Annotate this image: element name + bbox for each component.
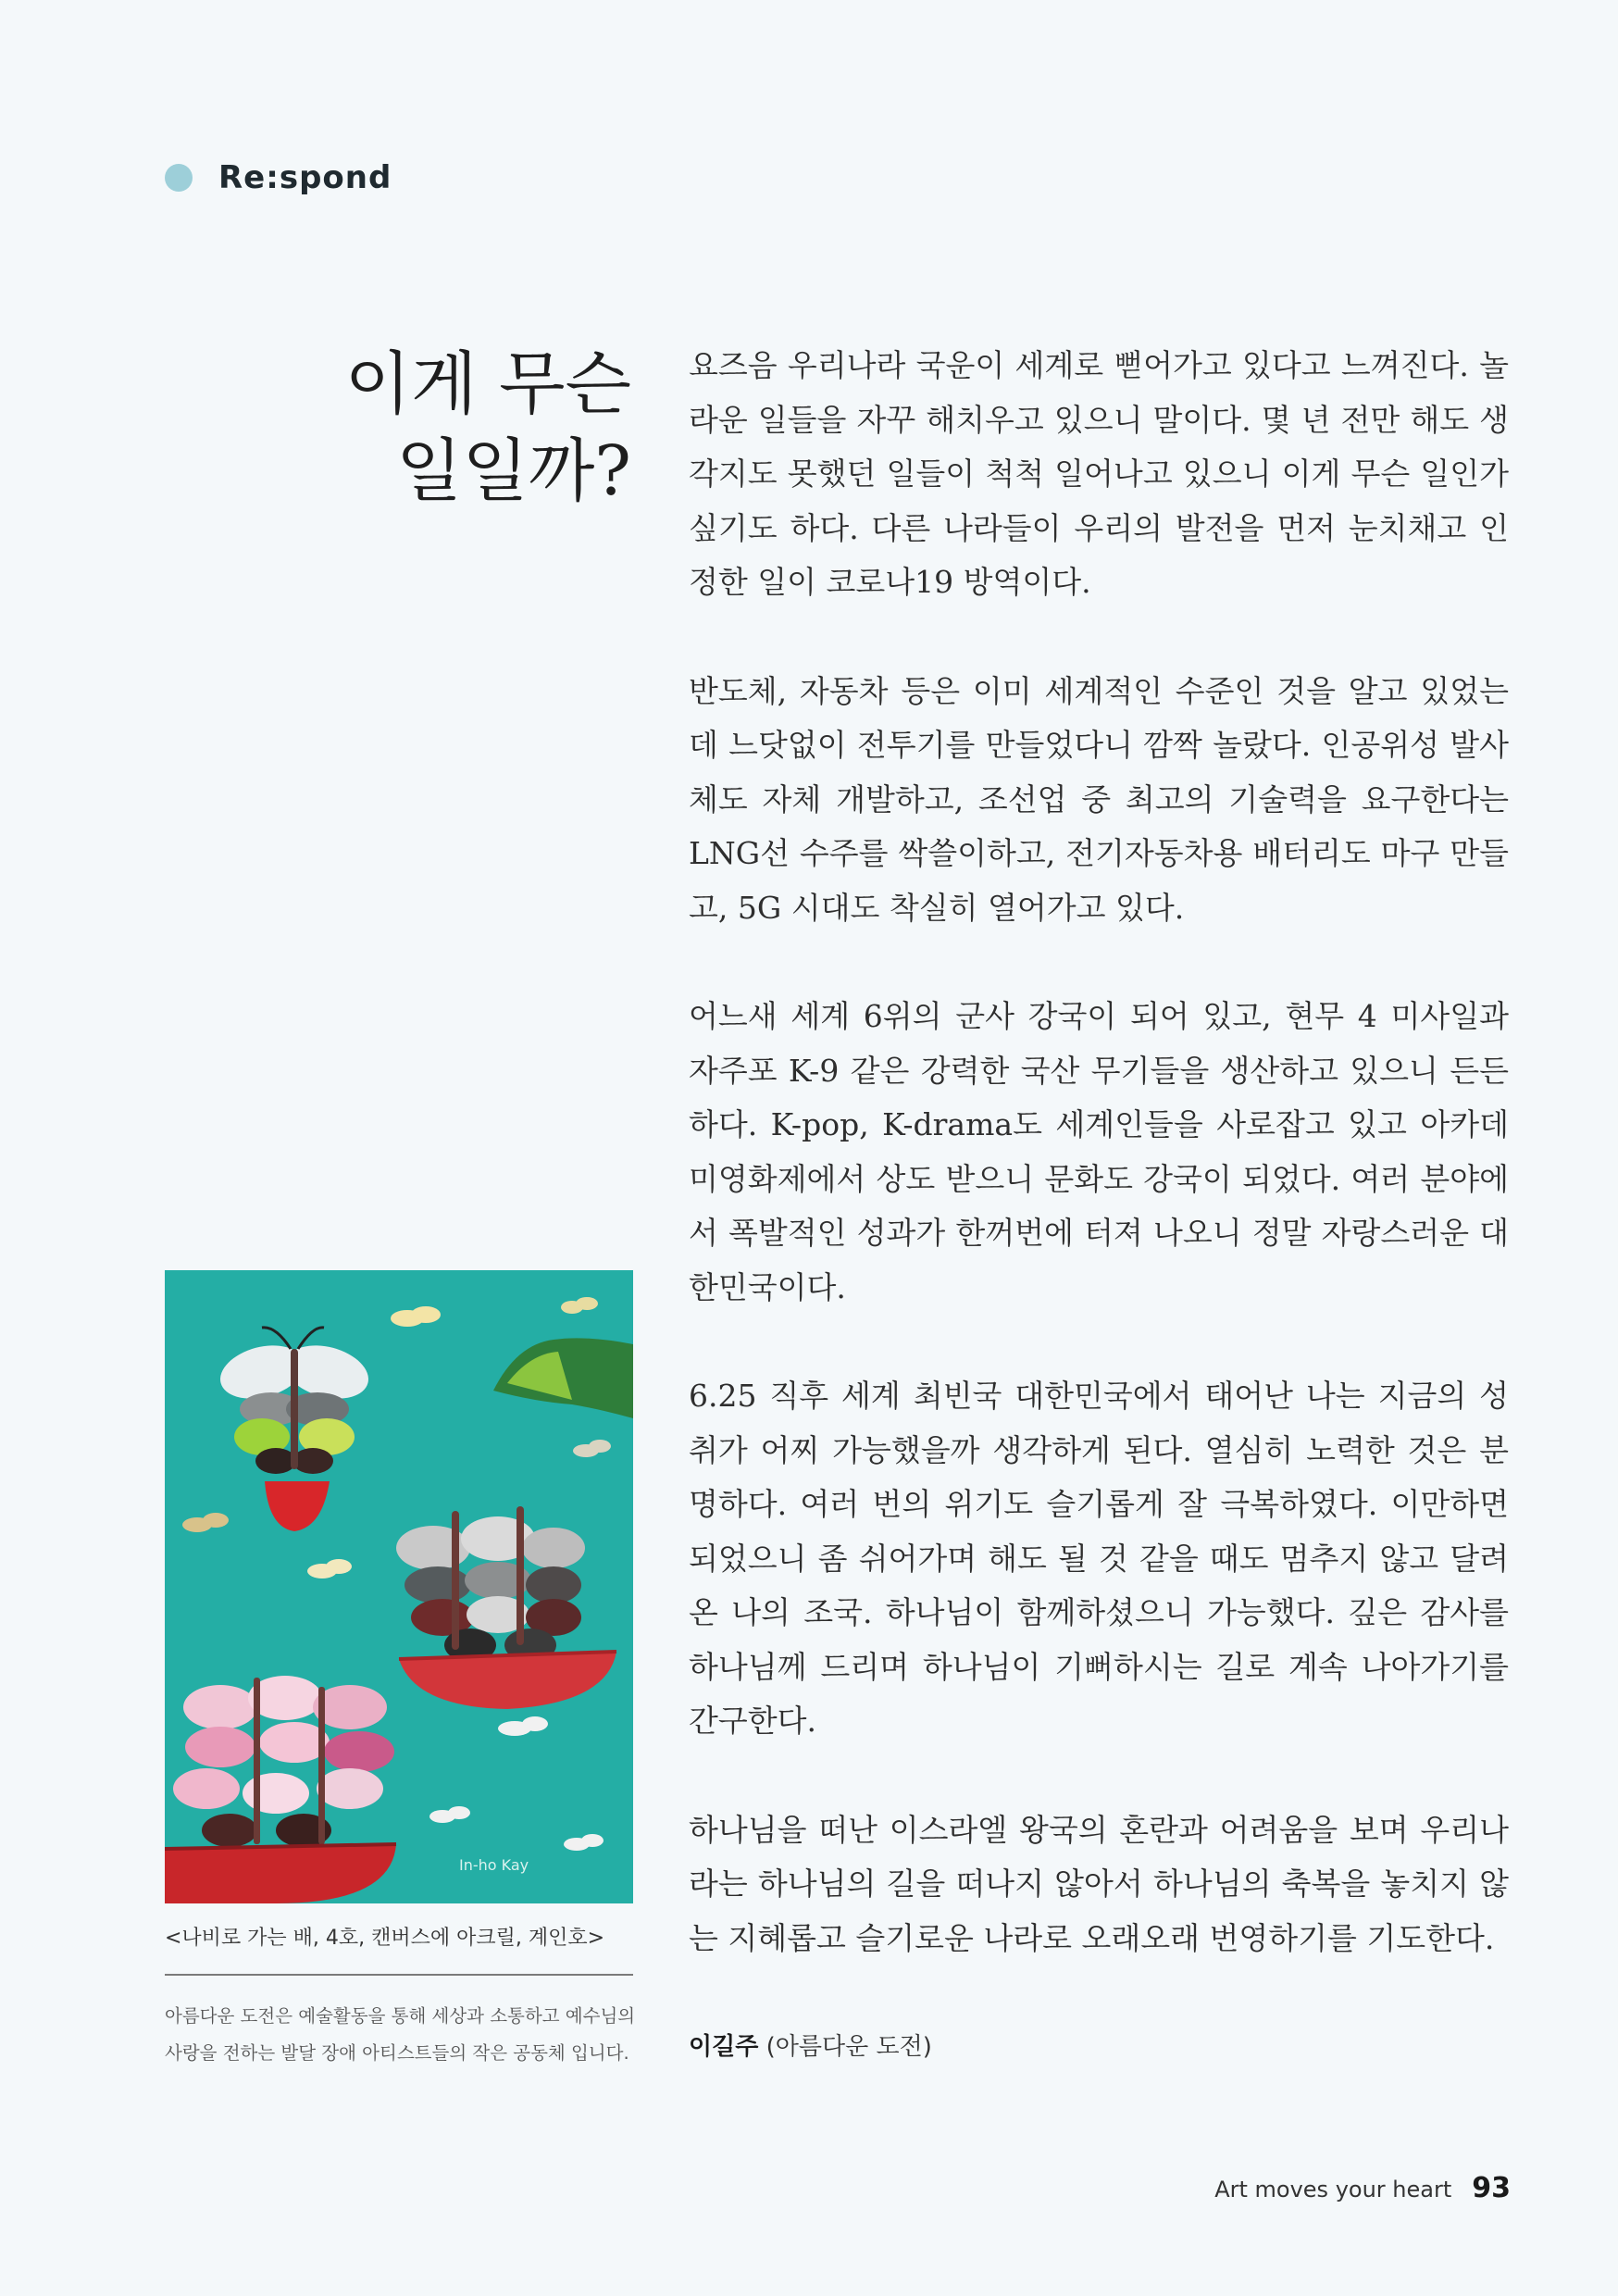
community-description: [165, 1998, 646, 2072]
headline-line-1: 이게 무슨: [344, 344, 631, 424]
description-line-2: 사랑을 전하는 발달 장애 아티스트들의 작은 공동체 입니다.: [165, 2042, 629, 2064]
section-label: Re:spond: [218, 159, 392, 196]
headline-line-2: 일일까?: [395, 431, 631, 511]
body-paragraph: 6.25 직후 세계 최빈국 대한민국에서 태어난 나는 지금의 성취가 어찌 가능했을까 생각하게 된다. 열심히 노력한 것은 분명하다. 여러 번의 위기도 슬기롭게 잘 극복하였다. 이만하면 되었으니 좀 쉬어가며 해도 될 것 같을 때도 멈추지 않고 달려온 나의 조국. 하나님이 함께하셨으니 가능했다. 깊은 감사를 하나님께 드리며 하나님이 기뻐하시는 길로 계속 나아가기를 간구한다.: [689, 1378, 1509, 1739]
artwork-signature: In-ho Kay: [459, 1856, 529, 1874]
section-dot-icon: [165, 164, 193, 192]
artwork-painting: [165, 1270, 633, 1903]
article-body: [689, 339, 1509, 2020]
author-affiliation: (아름다운 도전): [758, 2033, 932, 2061]
artwork-caption: <나비로 가는 배, 4호, 캔버스에 아크릴, 계인호>: [165, 1927, 605, 1950]
page-footer: [1214, 2172, 1511, 2204]
caption-divider: [165, 1974, 633, 1976]
description-line-1: 아름다운 도전은 예술활동을 통해 세상과 소통하고 예수님의: [165, 2005, 636, 2027]
body-paragraph: 반도체, 자동차 등은 이미 세계적인 수준인 것을 알고 있었는데 느닷없이 전투기를 만들었다니 깜짝 놀랐다. 인공위성 발사체도 자체 개발하고, 조선업 중 최고의 기술력을 요구한다는 LNG선 수주를 싹쓸이하고, 전기자동차용 배터리도 마구 만들고, 5G 시대도 착실히 열어가고 있다.: [689, 672, 1509, 926]
headline: [243, 341, 631, 515]
body-paragraph: 요즈음 우리나라 국운이 세계로 뻗어가고 있다고 느껴진다. 놀라운 일들을 자꾸 해치우고 있으니 말이다. 몇 년 전만 해도 생각지도 못했던 일들이 척척 일어나고 있으니 이게 무슨 일인가 싶기도 하다. 다른 나라들이 우리의 발전을 먼저 눈치채고 인정한 일이 코로나19 방역이다.: [689, 347, 1509, 600]
author-byline: [689, 2028, 932, 2062]
page-number: 93: [1472, 2172, 1511, 2204]
author-name: 이길주: [689, 2033, 759, 2061]
section-tag: [165, 159, 392, 196]
body-paragraph: 어느새 세계 6위의 군사 강국이 되어 있고, 현무 4 미사일과 자주포 K-9 같은 강력한 국산 무기들을 생산하고 있으니 든든하다. K-pop, K-drama도 세계인들을 사로잡고 있고 아카데미영화제에서 상도 받으니 문화도 강국이 되었다. 여러 분야에서 폭발적인 성과가 한꺼번에 터져 나오니 정말 자랑스러운 대한민국이다.: [689, 998, 1509, 1305]
footer-slogan: Art moves your heart: [1214, 2177, 1452, 2202]
body-paragraph: 하나님을 떠난 이스라엘 왕국의 혼란과 어려움을 보며 우리나라는 하나님의 길을 떠나지 않아서 하나님의 축복을 놓치지 않는 지혜롭고 슬기로운 나라로 오래오래 번영하기를 기도한다.: [689, 1811, 1509, 1956]
